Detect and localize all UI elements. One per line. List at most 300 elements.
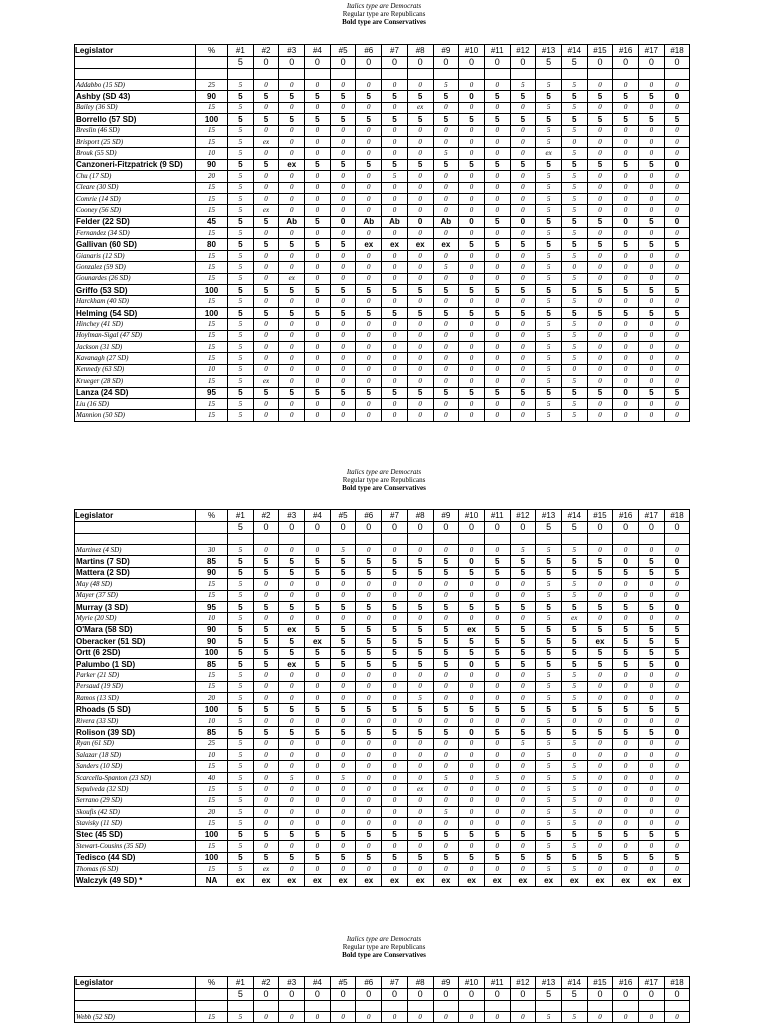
vote-cell: 0 xyxy=(407,273,433,284)
legislator-name: Webb (52 SD) xyxy=(75,1012,196,1023)
spacer-cell xyxy=(613,534,639,545)
vote-number-header: #9 xyxy=(433,45,459,57)
vote-cell: 0 xyxy=(382,319,408,330)
vote-cell: ex xyxy=(510,875,536,886)
vote-cell: 0 xyxy=(510,102,536,113)
vote-cell: 5 xyxy=(536,818,562,829)
percent-cell: 15 xyxy=(196,818,228,829)
vote-cell: 0 xyxy=(279,590,305,601)
vote-cell: 5 xyxy=(433,772,459,783)
vote-cell: 0 xyxy=(639,148,665,159)
vote-cell: 0 xyxy=(382,681,408,692)
vote-cell: 0 xyxy=(356,125,382,136)
vote-cell: 0 xyxy=(639,772,665,783)
vote-cell: 0 xyxy=(356,670,382,681)
vote-cell: 0 xyxy=(587,398,613,409)
vote-cell: 5 xyxy=(253,285,279,296)
legislator-name: Chu (17 SD) xyxy=(75,171,196,182)
key-vote-cell: 0 xyxy=(639,57,665,69)
key-vote-cell: 0 xyxy=(356,57,382,69)
vote-number-header: #4 xyxy=(305,45,331,57)
vote-cell: 0 xyxy=(664,262,690,273)
vote-cell: 0 xyxy=(664,613,690,624)
vote-number-header: #10 xyxy=(459,45,485,57)
spacer-cell xyxy=(433,1001,459,1012)
legend-conservatives: Bold type are Conservatives xyxy=(342,18,426,26)
vote-number-header: #6 xyxy=(356,45,382,57)
legislator-row xyxy=(75,795,690,806)
vote-cell: 0 xyxy=(613,319,639,330)
vote-cell: 5 xyxy=(228,590,254,601)
vote-cell: 5 xyxy=(356,624,382,635)
vote-cell: 0 xyxy=(510,364,536,375)
vote-cell: 0 xyxy=(664,91,690,102)
spacer-cell xyxy=(330,69,356,80)
vote-cell: 5 xyxy=(664,852,690,863)
vote-number-header: #13 xyxy=(536,45,562,57)
vote-cell: 5 xyxy=(356,647,382,658)
vote-cell: 5 xyxy=(613,285,639,296)
vote-cell: 0 xyxy=(484,693,510,704)
percent-header: % xyxy=(196,45,228,57)
vote-cell: 5 xyxy=(639,556,665,567)
spacer-cell xyxy=(639,534,665,545)
vote-cell: 0 xyxy=(510,841,536,852)
vote-number-header: #14 xyxy=(561,45,587,57)
vote-cell: 0 xyxy=(664,102,690,113)
spacer-cell xyxy=(196,1001,228,1012)
vote-cell: 5 xyxy=(459,285,485,296)
vote-cell: 0 xyxy=(279,148,305,159)
vote-cell: 0 xyxy=(639,750,665,761)
vote-cell: 5 xyxy=(510,647,536,658)
vote-cell: 0 xyxy=(613,772,639,783)
vote-cell: 0 xyxy=(484,125,510,136)
vote-cell: 5 xyxy=(639,239,665,250)
vote-cell: 0 xyxy=(330,262,356,273)
spacer-cell xyxy=(305,534,331,545)
vote-cell: 5 xyxy=(536,171,562,182)
legislator-row xyxy=(75,91,690,102)
vote-cell: 5 xyxy=(228,624,254,635)
vote-cell: 0 xyxy=(484,171,510,182)
vote-cell: 0 xyxy=(613,545,639,556)
vote-cell: 0 xyxy=(279,410,305,421)
vote-cell: 0 xyxy=(305,330,331,341)
vote-cell: 5 xyxy=(228,262,254,273)
vote-cell: 5 xyxy=(253,852,279,863)
vote-cell: 0 xyxy=(356,784,382,795)
percent-cell: 15 xyxy=(196,579,228,590)
spacer-cell xyxy=(228,69,254,80)
vote-cell: 5 xyxy=(433,727,459,738)
vote-cell: 5 xyxy=(536,727,562,738)
legislator-name: Addabbo (15 SD) xyxy=(75,80,196,91)
vote-cell: 5 xyxy=(305,658,331,669)
vote-cell: 5 xyxy=(536,647,562,658)
vote-cell: 5 xyxy=(536,353,562,364)
vote-cell: 5 xyxy=(305,727,331,738)
vote-cell: 5 xyxy=(639,114,665,125)
vote-cell: 0 xyxy=(279,102,305,113)
vote-cell: 0 xyxy=(305,1012,331,1023)
vote-cell: 5 xyxy=(561,216,587,227)
vote-cell: 0 xyxy=(279,863,305,874)
vote-cell: 0 xyxy=(459,330,485,341)
vote-cell: 5 xyxy=(356,91,382,102)
vote-cell: 0 xyxy=(510,228,536,239)
vote-cell: Ab xyxy=(382,216,408,227)
vote-cell: 5 xyxy=(433,307,459,318)
legend-republicans: Regular type are Republicans xyxy=(342,476,426,484)
vote-cell: 5 xyxy=(536,262,562,273)
vote-cell: 5 xyxy=(407,636,433,647)
percent-cell: 30 xyxy=(196,545,228,556)
legislator-name: Gianaris (12 SD) xyxy=(75,250,196,261)
vote-cell: 0 xyxy=(484,670,510,681)
vote-cell: 5 xyxy=(407,285,433,296)
vote-cell: 0 xyxy=(253,795,279,806)
vote-cell: 5 xyxy=(279,852,305,863)
vote-cell: 0 xyxy=(459,761,485,772)
vote-cell: 5 xyxy=(561,727,587,738)
legislator-name: Salazar (18 SD) xyxy=(75,750,196,761)
vote-cell: 0 xyxy=(330,376,356,387)
percent-cell: 90 xyxy=(196,636,228,647)
vote-cell: 0 xyxy=(407,772,433,783)
legislator-row xyxy=(75,875,690,886)
vote-cell: 5 xyxy=(382,567,408,578)
key-vote-cell: 0 xyxy=(433,522,459,534)
vote-cell: 0 xyxy=(407,398,433,409)
vote-cell: 0 xyxy=(459,670,485,681)
vote-cell: 0 xyxy=(613,818,639,829)
vote-cell: 0 xyxy=(330,228,356,239)
vote-cell: 0 xyxy=(330,216,356,227)
spacer-cell xyxy=(536,1001,562,1012)
vote-cell: 0 xyxy=(253,102,279,113)
vote-cell: 0 xyxy=(433,545,459,556)
spacer-cell xyxy=(459,534,485,545)
vote-cell: 5 xyxy=(536,193,562,204)
vote-cell: 0 xyxy=(510,818,536,829)
vote-cell: 5 xyxy=(305,829,331,840)
vote-cell: 0 xyxy=(664,784,690,795)
percent-cell: 15 xyxy=(196,250,228,261)
legislator-row xyxy=(75,387,690,398)
vote-cell: ex xyxy=(587,636,613,647)
vote-cell: 5 xyxy=(228,545,254,556)
vote-cell: 5 xyxy=(330,829,356,840)
vote-cell: 0 xyxy=(613,102,639,113)
vote-cell: 5 xyxy=(484,704,510,715)
vote-cell: 5 xyxy=(330,704,356,715)
vote-cell: 0 xyxy=(639,841,665,852)
vote-cell: 5 xyxy=(356,829,382,840)
vote-cell: 0 xyxy=(305,841,331,852)
vote-cell: 0 xyxy=(639,590,665,601)
vote-cell: 5 xyxy=(536,398,562,409)
vote-cell: 0 xyxy=(356,205,382,216)
percent-cell: 10 xyxy=(196,148,228,159)
vote-number-header: #2 xyxy=(253,977,279,989)
vote-cell: 0 xyxy=(639,205,665,216)
vote-cell: 0 xyxy=(382,761,408,772)
spacer-cell xyxy=(356,69,382,80)
legislator-name: Griffo (53 SD) xyxy=(75,285,196,296)
key-vote-cell: 0 xyxy=(330,57,356,69)
vote-cell: 5 xyxy=(664,704,690,715)
vote-cell: 5 xyxy=(510,159,536,170)
key-vote-cell: 0 xyxy=(407,522,433,534)
vote-cell: 0 xyxy=(305,205,331,216)
key-vote-cell: 0 xyxy=(330,522,356,534)
vote-cell: 0 xyxy=(382,772,408,783)
vote-cell: 0 xyxy=(484,738,510,749)
legislator-row xyxy=(75,341,690,352)
legislator-name: Serrano (29 SD) xyxy=(75,795,196,806)
vote-cell: 5 xyxy=(433,148,459,159)
vote-cell: 0 xyxy=(305,715,331,726)
vote-cell: 5 xyxy=(228,784,254,795)
vote-cell: 0 xyxy=(587,784,613,795)
vote-cell: 5 xyxy=(561,205,587,216)
vote-cell: 5 xyxy=(536,410,562,421)
vote-cell: 0 xyxy=(330,784,356,795)
legislator-name: Kavanagh (27 SD) xyxy=(75,353,196,364)
vote-cell: 0 xyxy=(613,761,639,772)
legislator-name: Hinchey (41 SD) xyxy=(75,319,196,330)
vote-cell: 5 xyxy=(510,567,536,578)
legislator-row xyxy=(75,772,690,783)
vote-cell: 5 xyxy=(279,704,305,715)
vote-cell: 5 xyxy=(407,704,433,715)
vote-cell: 0 xyxy=(433,750,459,761)
vote-cell: 5 xyxy=(356,658,382,669)
vote-cell: 0 xyxy=(356,376,382,387)
vote-cell: 5 xyxy=(382,829,408,840)
vote-cell: 0 xyxy=(433,319,459,330)
vote-cell: 0 xyxy=(459,102,485,113)
legislator-row xyxy=(75,636,690,647)
vote-cell: 0 xyxy=(639,784,665,795)
key-row xyxy=(75,522,690,534)
key-vote-cell: 0 xyxy=(613,57,639,69)
vote-cell: 5 xyxy=(330,556,356,567)
vote-cell: 5 xyxy=(253,727,279,738)
vote-cell: 5 xyxy=(587,727,613,738)
vote-cell: 5 xyxy=(459,852,485,863)
vote-cell: 5 xyxy=(279,601,305,612)
vote-cell: 0 xyxy=(510,670,536,681)
vote-cell: 5 xyxy=(613,647,639,658)
legend-democrats: Italics type are Democrats xyxy=(346,468,422,476)
vote-cell: 5 xyxy=(253,114,279,125)
vote-cell: 0 xyxy=(587,590,613,601)
vote-cell: 0 xyxy=(613,376,639,387)
vote-cell: 0 xyxy=(510,136,536,147)
vote-cell: 0 xyxy=(613,863,639,874)
vote-cell: 0 xyxy=(459,658,485,669)
legislator-row xyxy=(75,806,690,817)
vote-cell: 0 xyxy=(484,102,510,113)
vote-cell: 0 xyxy=(484,228,510,239)
vote-cell: 0 xyxy=(382,341,408,352)
vote-cell: ex xyxy=(279,875,305,886)
vote-cell: 0 xyxy=(382,545,408,556)
key-vote-cell: 0 xyxy=(510,989,536,1001)
vote-cell: 5 xyxy=(613,636,639,647)
vote-cell: 5 xyxy=(253,307,279,318)
vote-cell: 0 xyxy=(510,1012,536,1023)
key-vote-cell: 0 xyxy=(664,989,690,1001)
vote-cell: 5 xyxy=(536,556,562,567)
spacer-cell xyxy=(253,1001,279,1012)
vote-cell: 0 xyxy=(587,545,613,556)
vote-cell: 0 xyxy=(613,205,639,216)
vote-cell: 0 xyxy=(510,148,536,159)
vote-cell: 5 xyxy=(279,647,305,658)
vote-cell: 0 xyxy=(279,806,305,817)
vote-cell: 0 xyxy=(587,750,613,761)
vote-cell: 0 xyxy=(356,806,382,817)
vote-cell: 5 xyxy=(433,159,459,170)
vote-cell: 0 xyxy=(459,262,485,273)
spacer-cell xyxy=(228,1001,254,1012)
percent-cell: 15 xyxy=(196,125,228,136)
vote-cell: 0 xyxy=(382,205,408,216)
vote-number-header: #15 xyxy=(587,510,613,522)
vote-cell: 0 xyxy=(664,205,690,216)
legislator-row xyxy=(75,681,690,692)
legislator-name: Gallivan (60 SD) xyxy=(75,239,196,250)
vote-cell: 0 xyxy=(510,410,536,421)
vote-cell: 0 xyxy=(664,1012,690,1023)
vote-cell: 0 xyxy=(356,398,382,409)
vote-cell: 0 xyxy=(510,262,536,273)
vote-cell: 0 xyxy=(433,590,459,601)
vote-cell: 5 xyxy=(382,387,408,398)
vote-cell: 0 xyxy=(664,376,690,387)
vote-number-header: #9 xyxy=(433,977,459,989)
vote-cell: 0 xyxy=(433,341,459,352)
vote-cell: 0 xyxy=(639,273,665,284)
vote-cell: 5 xyxy=(228,704,254,715)
vote-number-header: #6 xyxy=(356,510,382,522)
vote-cell: ex xyxy=(407,784,433,795)
vote-cell: 0 xyxy=(484,136,510,147)
vote-cell: 0 xyxy=(484,681,510,692)
spacer-cell xyxy=(536,534,562,545)
vote-cell: 0 xyxy=(613,353,639,364)
vote-number-header: #18 xyxy=(664,510,690,522)
vote-cell: 0 xyxy=(664,136,690,147)
spacer-cell xyxy=(382,1001,408,1012)
vote-cell: 0 xyxy=(510,125,536,136)
vote-cell: 0 xyxy=(510,205,536,216)
vote-cell: 5 xyxy=(536,285,562,296)
vote-cell: 5 xyxy=(561,579,587,590)
vote-cell: 0 xyxy=(639,125,665,136)
vote-cell: 5 xyxy=(664,285,690,296)
vote-number-header: #16 xyxy=(613,510,639,522)
vote-number-header: #4 xyxy=(305,977,331,989)
percent-cell: 10 xyxy=(196,750,228,761)
vote-cell: 5 xyxy=(561,387,587,398)
spacer-cell xyxy=(484,1001,510,1012)
spacer-cell xyxy=(382,534,408,545)
percent-cell: 85 xyxy=(196,658,228,669)
legend-republicans: Regular type are Republicans xyxy=(342,10,426,18)
vote-cell: 0 xyxy=(356,761,382,772)
vote-cell: 0 xyxy=(639,398,665,409)
vote-cell: 0 xyxy=(279,613,305,624)
legislator-row xyxy=(75,353,690,364)
vote-cell: 0 xyxy=(407,590,433,601)
vote-cell: 0 xyxy=(356,319,382,330)
vote-cell: 0 xyxy=(382,136,408,147)
spacer-cell xyxy=(75,534,196,545)
vote-cell: 0 xyxy=(459,296,485,307)
vote-cell: 0 xyxy=(433,125,459,136)
vote-cell: 5 xyxy=(330,727,356,738)
vote-cell: 0 xyxy=(613,398,639,409)
vote-cell: 0 xyxy=(382,806,408,817)
percent-cell: 15 xyxy=(196,228,228,239)
vote-cell: 0 xyxy=(664,761,690,772)
key-vote-cell: 0 xyxy=(382,57,408,69)
vote-cell: 0 xyxy=(459,216,485,227)
key-blank-cell xyxy=(75,57,196,69)
legislator-row xyxy=(75,601,690,612)
vote-cell: 0 xyxy=(639,353,665,364)
vote-cell: 0 xyxy=(587,364,613,375)
legislator-name: Liu (16 SD) xyxy=(75,398,196,409)
vote-cell: 0 xyxy=(330,613,356,624)
vote-cell: 5 xyxy=(561,624,587,635)
vote-cell: 0 xyxy=(407,228,433,239)
vote-cell: 5 xyxy=(561,704,587,715)
legislator-row xyxy=(75,148,690,159)
vote-cell: 0 xyxy=(305,693,331,704)
vote-cell: 0 xyxy=(279,715,305,726)
vote-cell: 5 xyxy=(459,159,485,170)
percent-cell: 15 xyxy=(196,341,228,352)
vote-cell: 0 xyxy=(639,738,665,749)
vote-cell: 5 xyxy=(536,387,562,398)
vote-cell: 0 xyxy=(484,579,510,590)
legislator-row xyxy=(75,216,690,227)
vote-cell: 0 xyxy=(279,319,305,330)
vote-cell: 0 xyxy=(613,136,639,147)
vote-cell: 0 xyxy=(433,613,459,624)
vote-cell: 0 xyxy=(587,182,613,193)
vote-cell: 0 xyxy=(613,738,639,749)
vote-cell: 0 xyxy=(330,715,356,726)
vote-cell: 0 xyxy=(407,579,433,590)
legislator-name: Mannion (50 SD) xyxy=(75,410,196,421)
vote-cell: 5 xyxy=(664,239,690,250)
vote-cell: 0 xyxy=(305,193,331,204)
legislator-name: Murray (3 SD) xyxy=(75,601,196,612)
vote-cell: 5 xyxy=(253,387,279,398)
vote-cell: 0 xyxy=(510,579,536,590)
vote-cell: 5 xyxy=(561,330,587,341)
vote-cell: 5 xyxy=(639,636,665,647)
vote-cell: 0 xyxy=(253,806,279,817)
vote-cell: 0 xyxy=(356,750,382,761)
vote-number-header: #12 xyxy=(510,45,536,57)
